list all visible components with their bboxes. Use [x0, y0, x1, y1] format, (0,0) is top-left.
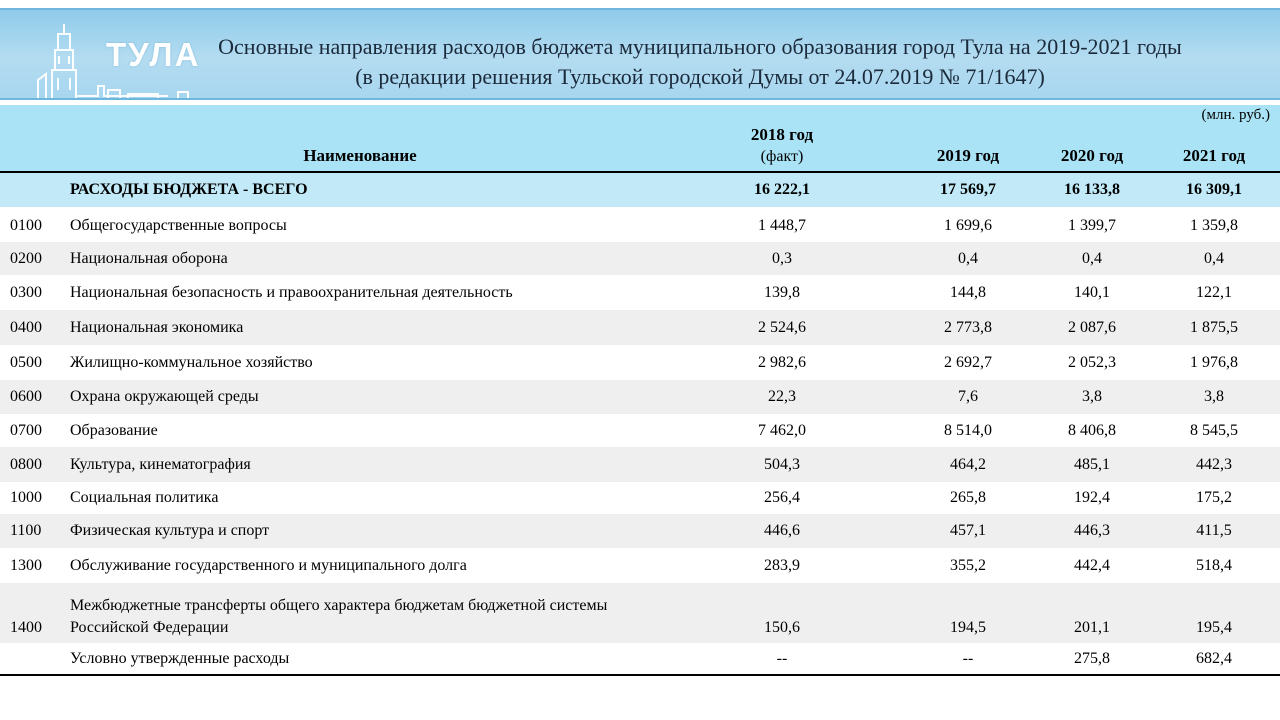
table-row-total: [0, 173, 1280, 207]
row-code: 0300: [10, 284, 42, 301]
row-value-2021: 411,5: [1196, 522, 1232, 539]
table-row: [0, 310, 1280, 345]
row-value-2020: 442,4: [1074, 557, 1110, 574]
row-value-2021: 16 309,1: [1186, 181, 1242, 198]
page-title: [160, 32, 1240, 92]
row-value-2021: 442,3: [1196, 456, 1232, 473]
row-value-2020: 446,3: [1074, 522, 1110, 539]
header-banner: [0, 8, 1280, 98]
row-value-2018: 2 524,6: [758, 319, 806, 336]
unit-label: (млн. руб.): [1201, 107, 1270, 123]
title-line-1: Основные направления расходов бюджета муниципального образования город Тула на 2019-2021 годы: [218, 34, 1182, 59]
row-name: Образование: [70, 422, 158, 439]
column-header-name: Наименование: [303, 146, 417, 165]
row-value-2019: 2 692,7: [944, 354, 992, 371]
table-bottom-border: [0, 674, 1280, 676]
row-code: 0500: [10, 354, 42, 371]
row-name: Физическая культура и спорт: [70, 522, 270, 539]
table-row: [0, 242, 1280, 275]
row-value-2020: 1 399,7: [1068, 217, 1116, 234]
table-row: [0, 643, 1280, 674]
row-value-2021: 0,4: [1204, 250, 1224, 267]
row-value-2019: 7,6: [958, 388, 978, 405]
row-code: 0700: [10, 422, 42, 439]
row-name: Межбюджетные трансферты общего характера бюджетам бюджетной системы Российской Федерации: [70, 597, 608, 636]
table-row: [0, 447, 1280, 482]
column-header-2021: 2021 год: [1182, 146, 1246, 165]
row-value-2018: --: [776, 650, 788, 667]
row-value-2018: 2 982,6: [758, 354, 806, 371]
table-row: [0, 414, 1280, 447]
row-value-2020: 2 087,6: [1068, 319, 1116, 336]
row-name: Национальная оборона: [70, 250, 228, 267]
row-value-2021: 1 976,8: [1190, 354, 1238, 371]
row-code: 1400: [10, 619, 42, 636]
row-value-2019: 265,8: [950, 489, 986, 506]
row-value-2019: 464,2: [950, 456, 986, 473]
row-value-2018: 22,3: [768, 388, 796, 405]
logo-text: ТУЛА: [106, 36, 201, 73]
row-value-2018: 283,9: [764, 557, 800, 574]
row-value-2021: 1 875,5: [1190, 319, 1238, 336]
row-value-2019: 457,1: [950, 522, 986, 539]
row-name: Национальная экономика: [70, 319, 244, 336]
title-line-2: (в редакции решения Тульской городской Думы от 24.07.2019 № 71/1647): [355, 64, 1045, 89]
row-value-2021: 518,4: [1196, 557, 1232, 574]
row-value-2018: 256,4: [764, 489, 800, 506]
column-header-2018-sub: (факт): [760, 148, 804, 165]
table-row: [0, 380, 1280, 414]
row-code: 1100: [10, 522, 42, 539]
row-value-2020: 0,4: [1082, 250, 1102, 267]
row-value-2021: 195,4: [1196, 619, 1232, 636]
row-value-2019: 8 514,0: [944, 422, 992, 439]
row-value-2019: --: [962, 650, 974, 667]
table-row: [0, 275, 1280, 310]
row-value-2021: 8 545,5: [1190, 422, 1238, 439]
row-value-2019: 1 699,6: [944, 217, 992, 234]
row-name: Социальная политика: [70, 489, 219, 506]
row-value-2021: 682,4: [1196, 650, 1232, 667]
row-value-2021: 1 359,8: [1190, 217, 1238, 234]
row-value-2019: 2 773,8: [944, 319, 992, 336]
table-row: [0, 345, 1280, 380]
row-value-2021: 175,2: [1196, 489, 1232, 506]
row-value-2018: 504,3: [764, 456, 800, 473]
column-header-2018-year: 2018 год: [750, 125, 814, 144]
banner-divider: [0, 98, 1280, 100]
row-value-2018: 446,6: [764, 522, 800, 539]
row-value-2018: 150,6: [764, 619, 800, 636]
row-value-2020: 3,8: [1082, 388, 1102, 405]
row-code: 0400: [10, 319, 42, 336]
row-value-2021: 3,8: [1204, 388, 1224, 405]
row-value-2019: 144,8: [950, 284, 986, 301]
row-value-2020: 485,1: [1074, 456, 1110, 473]
row-name: Условно утвержденные расходы: [70, 650, 290, 667]
row-value-2020: 201,1: [1074, 619, 1110, 636]
row-value-2019: 0,4: [958, 250, 978, 267]
row-name: Общегосударственные вопросы: [70, 217, 287, 234]
table-row: [0, 210, 1280, 242]
row-value-2019: 194,5: [950, 619, 986, 636]
row-value-2020: 8 406,8: [1068, 422, 1116, 439]
row-code: 0800: [10, 456, 42, 473]
row-name: Жилищно-коммунальное хозяйство: [70, 354, 313, 371]
row-code: 0100: [10, 217, 42, 234]
row-value-2018: 1 448,7: [758, 217, 806, 234]
row-value-2018: 7 462,0: [758, 422, 806, 439]
row-name: РАСХОДЫ БЮДЖЕТА - ВСЕГО: [70, 181, 308, 198]
table-row: [0, 514, 1280, 548]
row-value-2021: 122,1: [1196, 284, 1232, 301]
row-code: 1000: [10, 489, 42, 506]
row-value-2019: 17 569,7: [940, 181, 996, 198]
row-value-2018: 139,8: [764, 284, 800, 301]
row-value-2020: 2 052,3: [1068, 354, 1116, 371]
row-value-2020: 140,1: [1074, 284, 1110, 301]
row-name: Национальная безопасность и правоохранительная деятельность: [70, 284, 513, 301]
row-code: 1300: [10, 557, 42, 574]
column-header-2020: 2020 год: [1060, 146, 1124, 165]
row-value-2019: 355,2: [950, 557, 986, 574]
row-code: 0600: [10, 388, 42, 405]
column-header-2019: 2019 год: [936, 146, 1000, 165]
row-code: 0200: [10, 250, 42, 267]
row-value-2020: 16 133,8: [1064, 181, 1120, 198]
table-row: [0, 548, 1280, 583]
row-value-2018: 0,3: [772, 250, 792, 267]
row-name: Обслуживание государственного и муниципального долга: [70, 557, 467, 574]
row-name: Культура, кинематография: [70, 456, 251, 473]
column-header-2018: [722, 124, 842, 168]
row-value-2020: 275,8: [1074, 650, 1110, 667]
table-row: [0, 482, 1280, 514]
row-name: Охрана окружающей среды: [70, 388, 259, 405]
table-row: [0, 583, 1280, 643]
row-value-2018: 16 222,1: [754, 181, 810, 198]
row-value-2020: 192,4: [1074, 489, 1110, 506]
